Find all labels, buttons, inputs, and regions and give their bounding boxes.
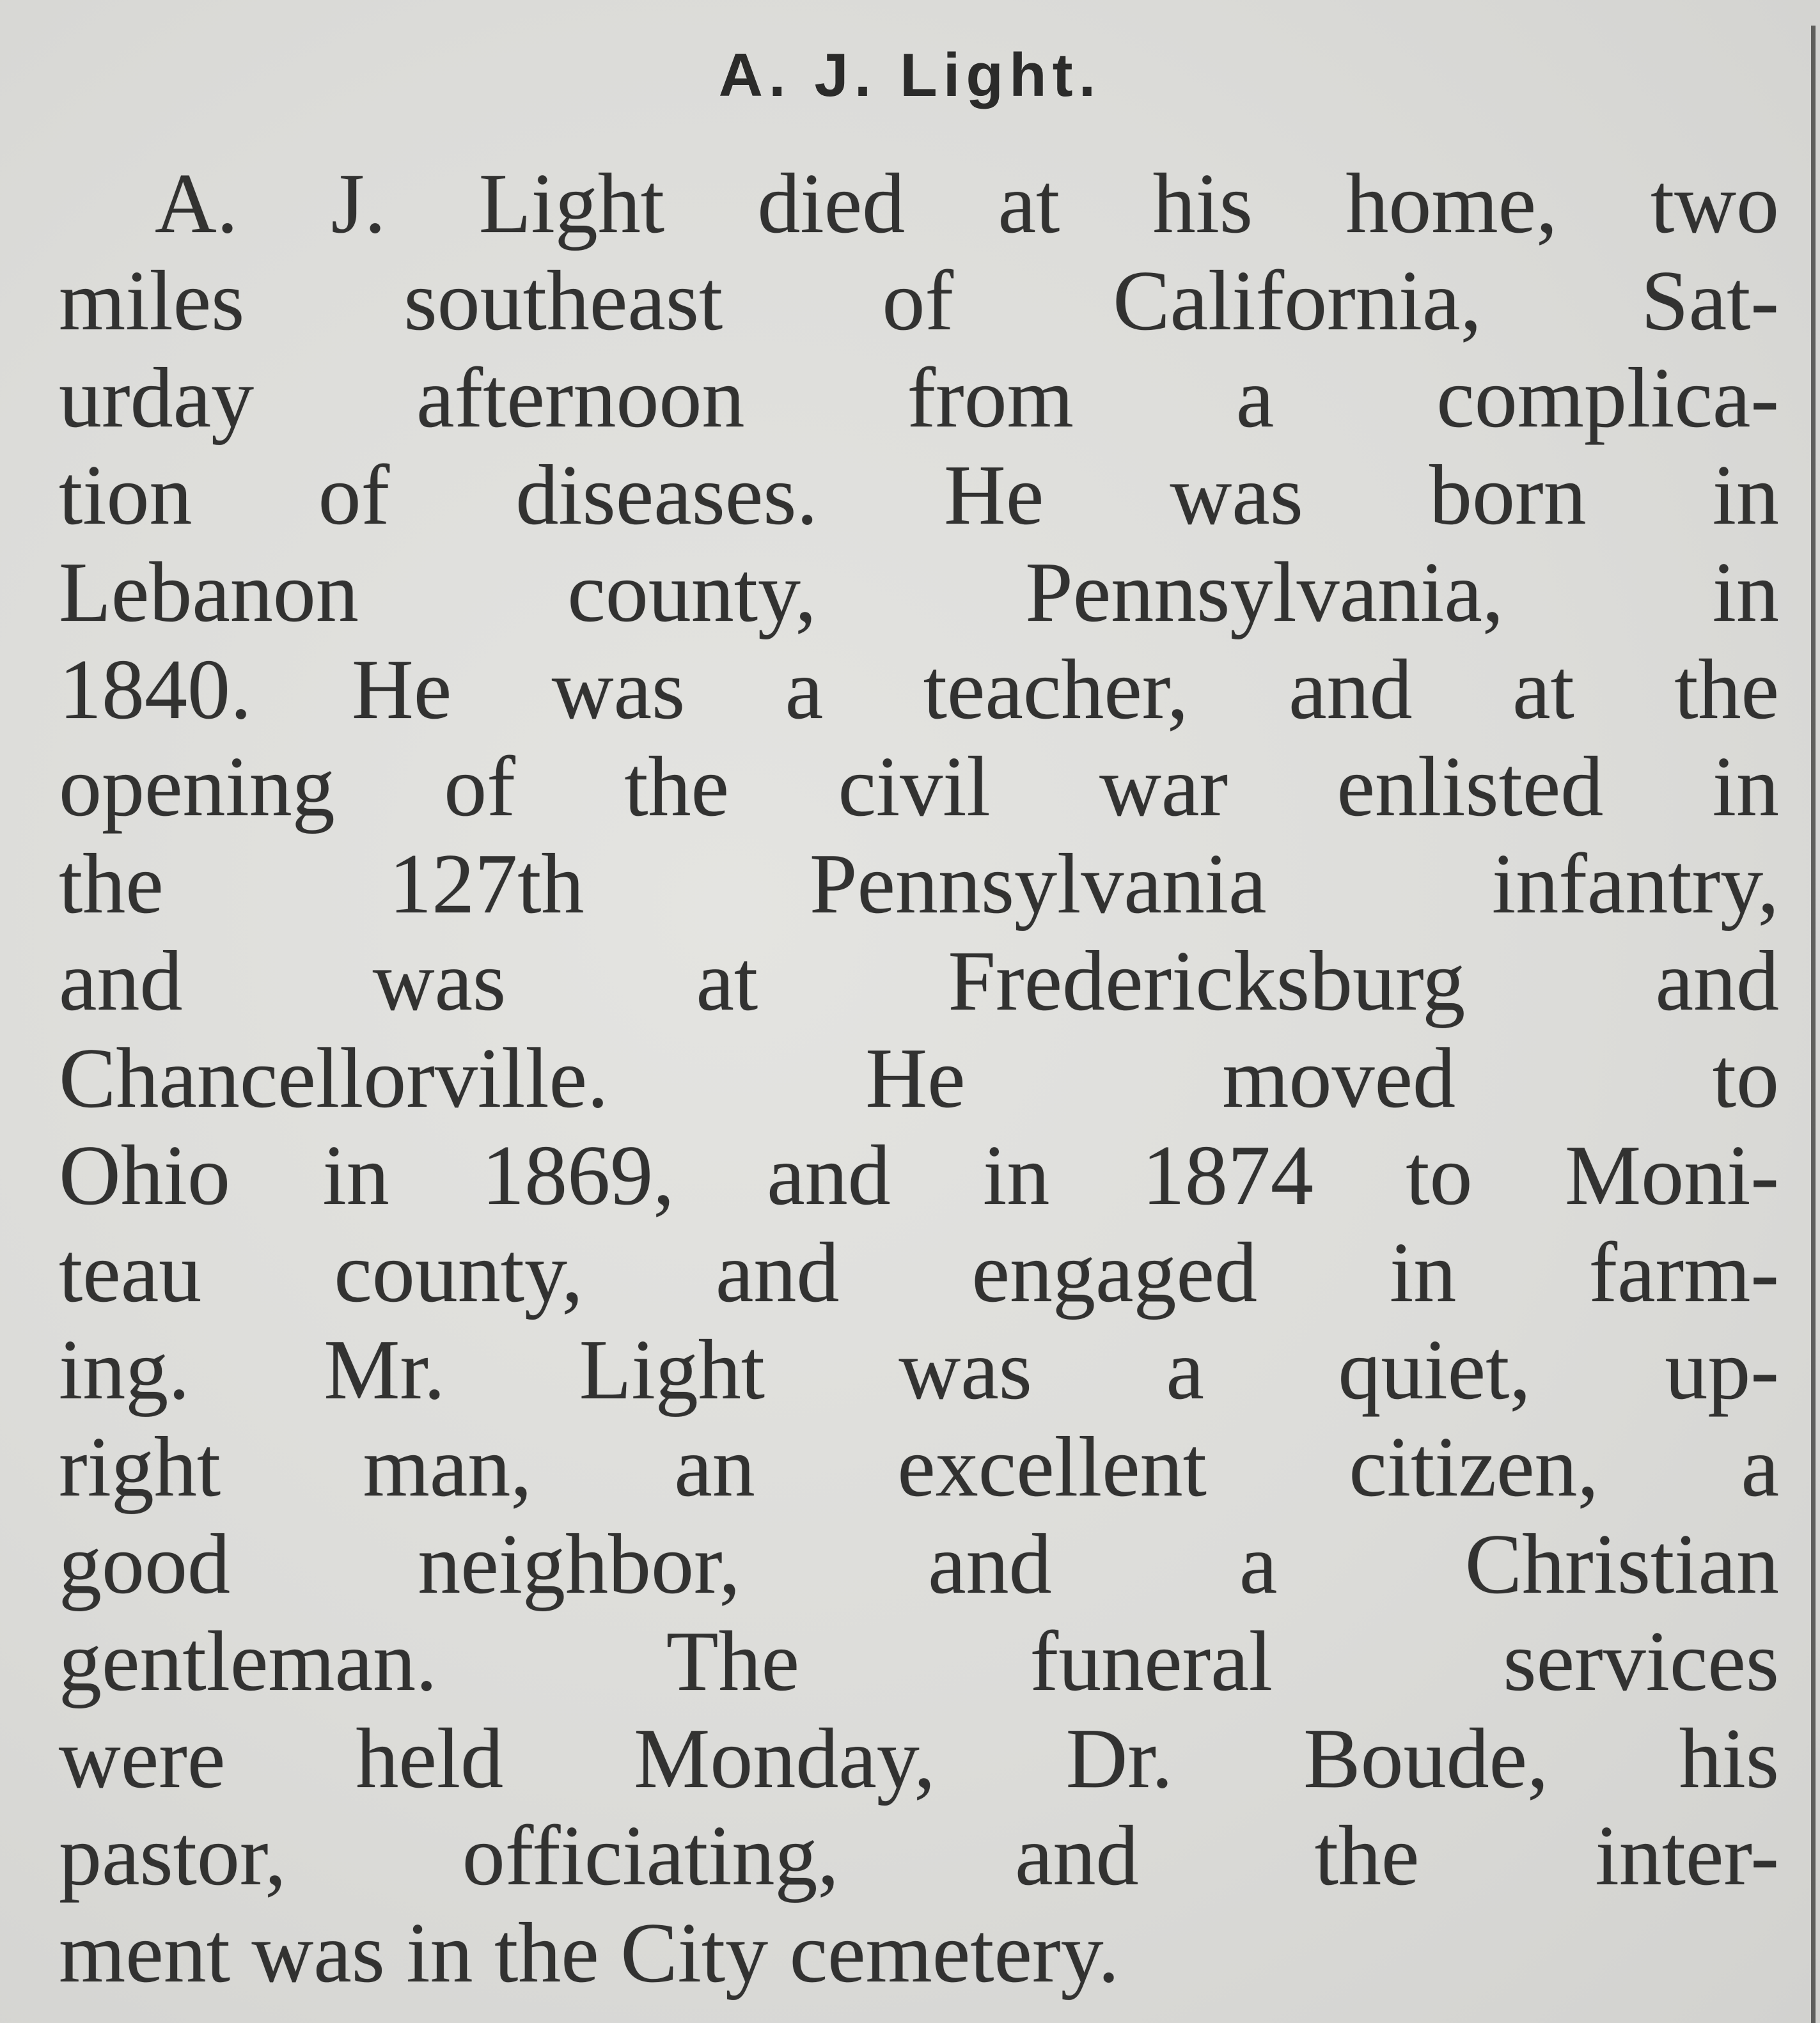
text-line: miles southeast of California, Sat-	[59, 253, 1779, 348]
headline: A. J. Light.	[718, 41, 1102, 109]
text-line: Lebanon county, Pennsylvania, in	[59, 545, 1779, 639]
text-line: pastor, officiating, and the inter-	[59, 1808, 1779, 1903]
text-line: were held Monday, Dr. Boude, his	[59, 1711, 1779, 1806]
text-line: teau county, and engaged in farm-	[59, 1225, 1779, 1320]
text-line: Ohio in 1869, and in 1874 to Moni-	[59, 1128, 1779, 1222]
text-line: opening of the civil war enlisted in	[59, 739, 1779, 834]
column-rule	[1811, 26, 1816, 2023]
text-line: ment was in the City cemetery.	[59, 1905, 1120, 2000]
text-line: tion of diseases. He was born in	[59, 448, 1779, 542]
text-line: gentleman. The funeral services	[59, 1614, 1779, 1708]
text-line: the 127th Pennsylvania infantry,	[59, 836, 1779, 931]
text-line: ing. Mr. Light was a quiet, up-	[59, 1322, 1779, 1417]
text-line: Chancellorville. He moved to	[59, 1031, 1779, 1125]
text-line: right man, an excellent citizen, a	[59, 1419, 1779, 1514]
text-line: 1840. He was a teacher, and at the	[59, 642, 1779, 737]
text-line: good neighbor, and a Christian	[59, 1517, 1779, 1611]
text-line: urday afternoon from a complica-	[59, 350, 1779, 445]
text-line: and was at Fredericksburg and	[59, 933, 1779, 1028]
obituary-body	[59, 155, 1779, 2001]
text-line: A. J. Light died at his home, two	[155, 156, 1779, 251]
